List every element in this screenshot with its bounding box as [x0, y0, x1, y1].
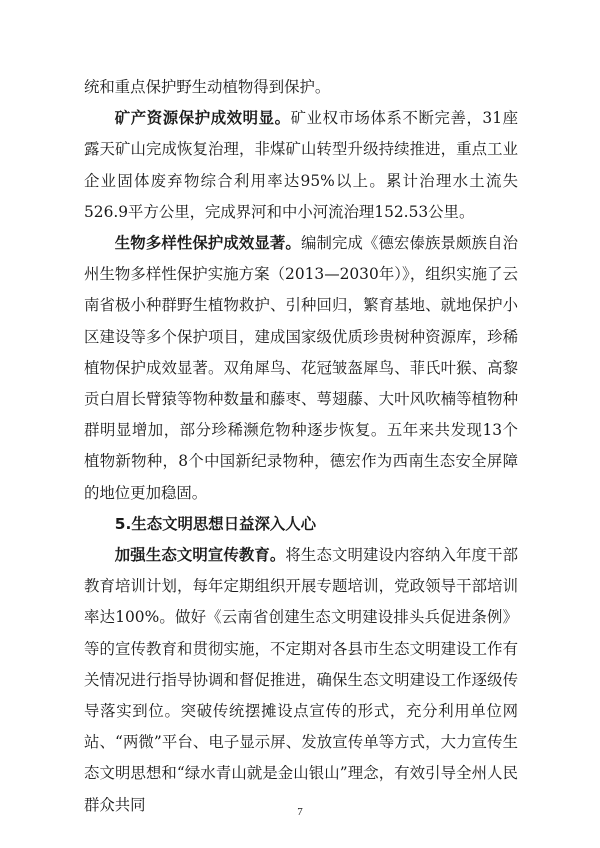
lead-biodiversity: 生物多样性保护成效显著。	[114, 234, 301, 253]
body-mineral: 矿业权市场体系不断完善，31座露天矿山完成恢复治理，非煤矿山转型升级持续推进，重点工业企业固体废弃物综合利用率达95%以上。累计治理水土流失526.9平方公里，完成界河和中小河流治理152.53公里。	[84, 109, 518, 221]
paragraph-biodiversity	[84, 228, 518, 509]
lead-publicity: 加强生态文明宣传教育。	[114, 546, 286, 565]
lead-mineral: 矿产资源保护成效明显。	[114, 109, 291, 128]
paragraph-mineral	[84, 103, 518, 228]
paragraph-continuation: 统和重点保护野生动植物得到保护。	[84, 78, 331, 96]
page-number: 7	[297, 806, 303, 818]
body-biodiversity: 编制完成《德宏傣族景颇族自治州生物多样性保护实施方案（2013—2030年）》，组织实施了云南省极小种群野生植物救护、引种回归，繁育基地、就地保护小区建设等多个保护项目，建成国家级优质珍贵树种资源库，珍稀植物保护成效显著。双角犀鸟、花冠皱盔犀鸟、菲氏叶猴、高黎贡白眉长臂猿等物种数量和藤枣、萼翅藤、大叶风吹楠等植物种群明显增加，部分珍稀濒危物种逐步恢复。五年来共发现13个植物新物种，8个中国新纪录物种，德宏作为西南生态安全屏障的地位更加稳固。	[84, 234, 518, 502]
section-heading: 5.生态文明思想日益深入人心	[114, 514, 317, 533]
body-publicity: 将生态文明建设内容纳入年度干部教育培训计划，每年定期组织开展专题培训，党政领导干部培训率达100%。做好《云南省创建生态文明建设排头兵促进条例》等的宣传教育和贯彻实施，不定期对各县市生态文明建设工作有关情况进行指导协调和督促推进，确保生态文明建设工作逐级传导落实到位。突破传统摆摊设点宣传的形式，充分利用单位网站、“两微”平台、电子显示屏、发放宣传单等方式，大力宣传生态文明思想和“绿水青山就是金山银山”理念，有效引导全州人民群众共同	[84, 546, 518, 814]
paragraph-publicity	[84, 540, 518, 821]
body-text	[84, 72, 518, 821]
